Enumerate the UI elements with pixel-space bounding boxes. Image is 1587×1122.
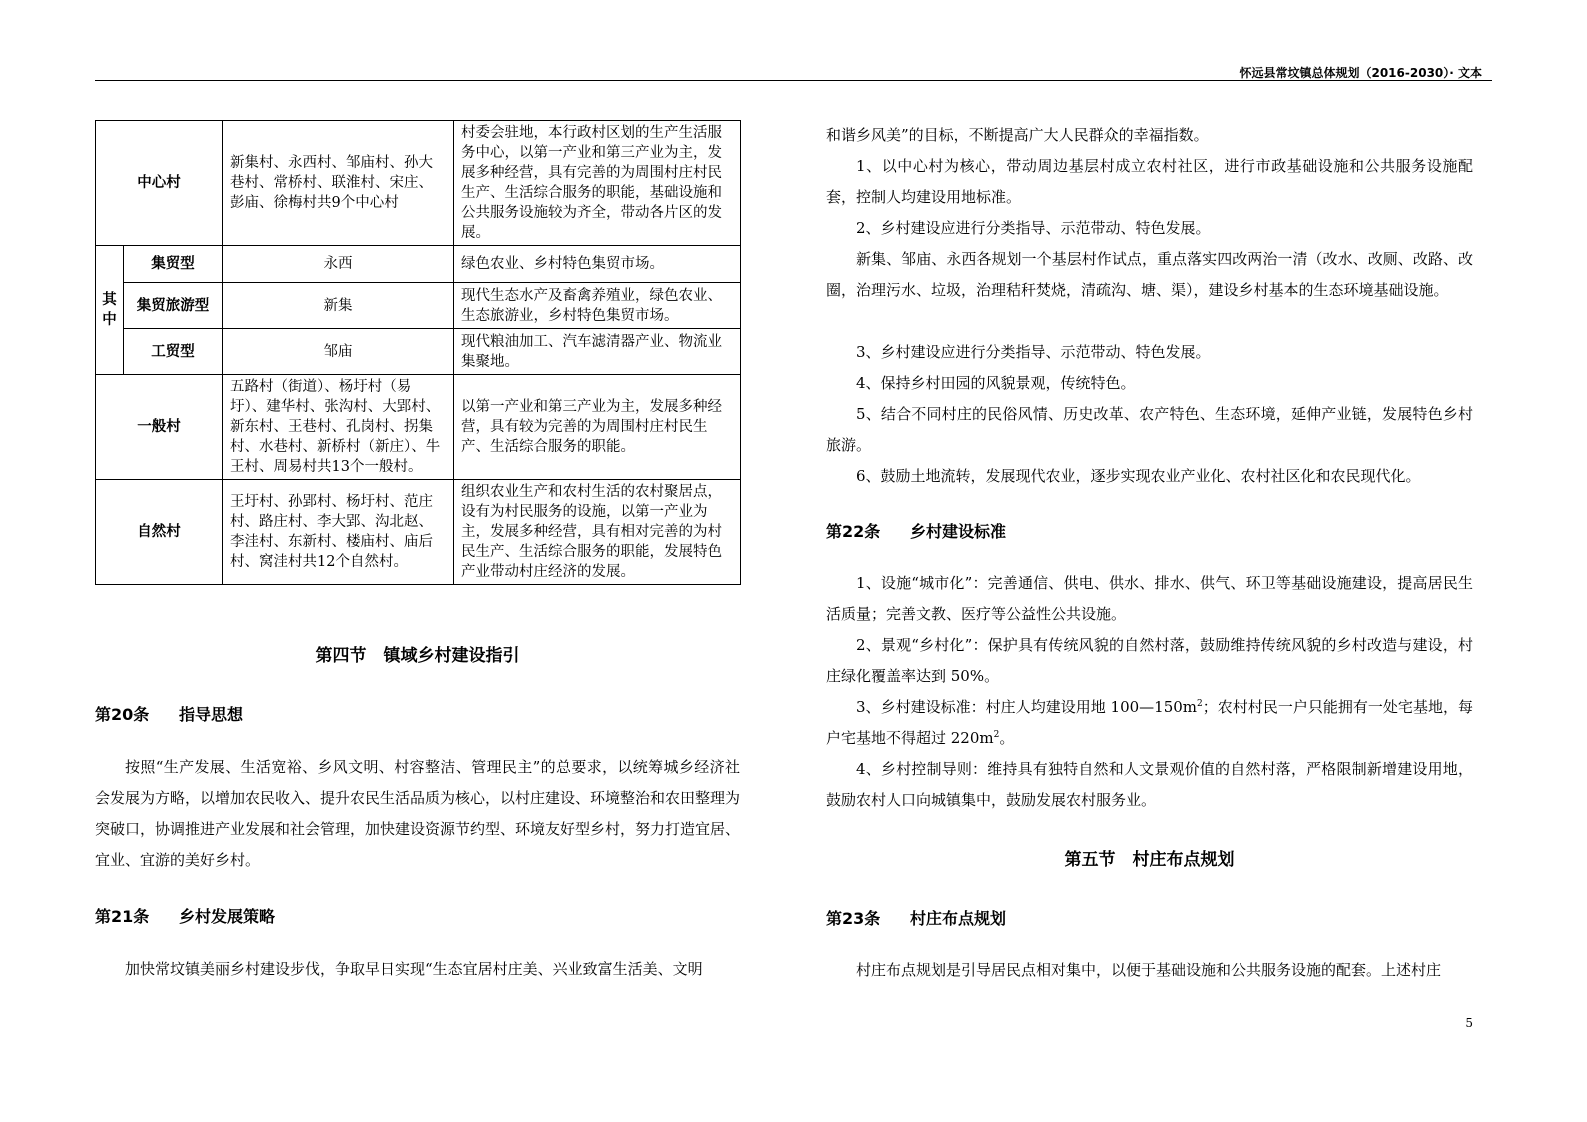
function-cell: 绿色农业、乡村特色集贸市场。 [454,246,741,283]
document-title: 怀远县常坟镇总体规划（2016-2030）· 文本 [1239,66,1482,80]
list-item: 4、乡村控制导则：维持具有独特自然和人文景观价值的自然村落，严格限制新增建设用地，鼓励农村人口向城镇集中，鼓励发展农村服务业。 [826,760,1473,809]
article-heading [95,904,275,927]
list-item: 1、设施“城市化”：完善通信、供电、供水、排水、供气、环卫等基础设施建设，提高居民生活质量；完善文教、医疗等公益性公共设施。 [826,574,1473,623]
villages-cell: 王圩村、孙郢村、杨圩村、范庄村、路庄村、李大郢、沟北赵、李洼村、东新村、楼庙村、庙后村、窝洼村共12个自然村。 [223,480,454,585]
article-heading [826,519,1006,542]
list-item: 4、保持乡村田园的风貌景观，传统特色。 [856,374,1136,392]
superscript: 2 [1197,699,1203,709]
table-row [96,375,741,480]
function-cell: 组织农业生产和农村生活的农村聚居点，设有为村民服务的设施，以第一产业为主，发展多种经营，具有相对完善的为村民生产、生活综合服务的职能，发展特色产业带动村庄经济的发展。 [454,480,741,585]
paragraph: 和谐乡风美”的目标，不断提高广大人民群众的幸福指数。 [826,126,1209,144]
article-title: 乡村建设标准 [910,522,1007,541]
paragraph: 按照“生产发展、生活宽裕、乡风文明、村容整洁、管理民主”的总要求，以统筹城乡经济社会发展为方略，以增加农民收入、提升农民生活品质为核心，以村庄建设、环境整治和农田整理为突破口，协调推进产业发展和社会管理，加快建设资源节约型、环境友好型乡村，努力打造宜居、宜业、宜游的美好乡村。 [95,758,741,869]
table-row [96,246,741,283]
text-run: 。 [999,729,1015,747]
article-number: 第23条 [826,909,881,928]
category-cell: 中心村 [96,121,223,246]
list-item: 3、乡村建设应进行分类指导、示范带动、特色发展。 [856,343,1211,361]
article-title: 指导思想 [179,705,244,724]
text-run: ；农村村民一户只能拥有一处宅基地，每户宅基地不得超过 220m [826,698,1473,747]
function-cell: 现代生态水产及畜禽养殖业，绿色农业、生态旅游业，乡村特色集贸市场。 [454,283,741,329]
village-cell: 永西 [223,246,454,283]
article-number: 第21条 [95,907,150,926]
village-cell: 新集 [223,283,454,329]
function-cell: 现代粮油加工、汽车滤清器产业、物流业集聚地。 [454,329,741,375]
qizhong-cell [96,246,124,375]
list-item: 新集、邹庙、永西各规划一个基层村作试点，重点落实四改两治一清（改水、改厕、改路、改圈，治理污水、垃圾，治理秸秆焚烧，清疏沟、塘、渠），建设乡村基本的生态环境基础设施。 [826,250,1473,299]
section-heading: 第五节 村庄布点规划 [1064,850,1235,870]
subtype-cell: 集贸型 [124,246,223,283]
superscript: 2 [993,730,1000,740]
village-cell: 邹庙 [223,329,454,375]
article-heading [826,906,1006,929]
table-row [96,329,741,375]
text-run: 3、乡村建设标准：村庄人均建设用地 100—150m [856,698,1198,716]
qizhong-char: 中 [102,312,117,328]
function-cell: 村委会驻地，本行政村区划的生产生活服务中心，以第一产业和第三产业为主，发展多种经营，具有完善的为周围村庄村民生产、生活综合服务的职能，基础设施和公共服务设施较为齐全，带动各片区的发展。 [454,121,741,246]
list-item: 6、鼓励土地流转，发展现代农业，逐步实现农业产业化、农村社区化和农民现代化。 [856,467,1421,485]
article-title: 乡村发展策略 [179,907,276,926]
villages-cell: 新集村、永西村、邹庙村、孙大巷村、常桥村、联淮村、宋庄、彭庙、徐梅村共9个中心村 [223,121,454,246]
table-row [96,283,741,329]
page-number: 5 [1465,1016,1473,1030]
article-heading [95,702,243,725]
subtype-cell: 工贸型 [124,329,223,375]
article-number: 第22条 [826,522,881,541]
function-cell: 以第一产业和第三产业为主，发展多种经营，具有较为完善的为周围村庄村民生产、生活综合服务的职能。 [454,375,741,480]
villages-cell: 五路村（街道）、杨圩村（易圩）、建华村、张沟村、大郢村、新东村、王巷村、孔岗村、拐集村、水巷村、新桥村（新庄）、牛王村、周易村共13个一般村。 [223,375,454,480]
list-item: 1、以中心村为核心，带动周边基层村成立农村社区，进行市政基础设施和公共服务设施配套，控制人均建设用地标准。 [826,157,1473,206]
qizhong-char: 其 [102,292,117,308]
article-number: 第20条 [95,705,150,724]
table-row [96,480,741,585]
table-row [96,121,741,246]
page-header [95,62,1492,81]
article-title: 村庄布点规划 [910,909,1007,928]
list-item: 2、乡村建设应进行分类指导、示范带动、特色发展。 [856,219,1211,237]
list-item: 2、景观“乡村化”：保护具有传统风貌的自然村落，鼓励维持传统风貌的乡村改造与建设，村庄绿化覆盖率达到 50%。 [826,636,1473,685]
category-cell: 一般村 [96,375,223,480]
village-classification-table [95,120,741,585]
paragraph: 村庄布点规划是引导居民点相对集中，以便于基础设施和公共服务设施的配套。上述村庄 [856,961,1442,979]
category-cell: 自然村 [96,480,223,585]
paragraph: 加快常坟镇美丽乡村建设步伐，争取早日实现“生态宜居村庄美、兴业致富生活美、文明 [125,960,703,978]
list-item: 5、结合不同村庄的民俗风情、历史改革、农产特色、生态环境，延伸产业链，发展特色乡村旅游。 [826,405,1473,454]
subtype-cell: 集贸旅游型 [124,283,223,329]
section-heading: 第四节 镇域乡村建设指引 [315,646,520,666]
list-item [826,692,1473,754]
